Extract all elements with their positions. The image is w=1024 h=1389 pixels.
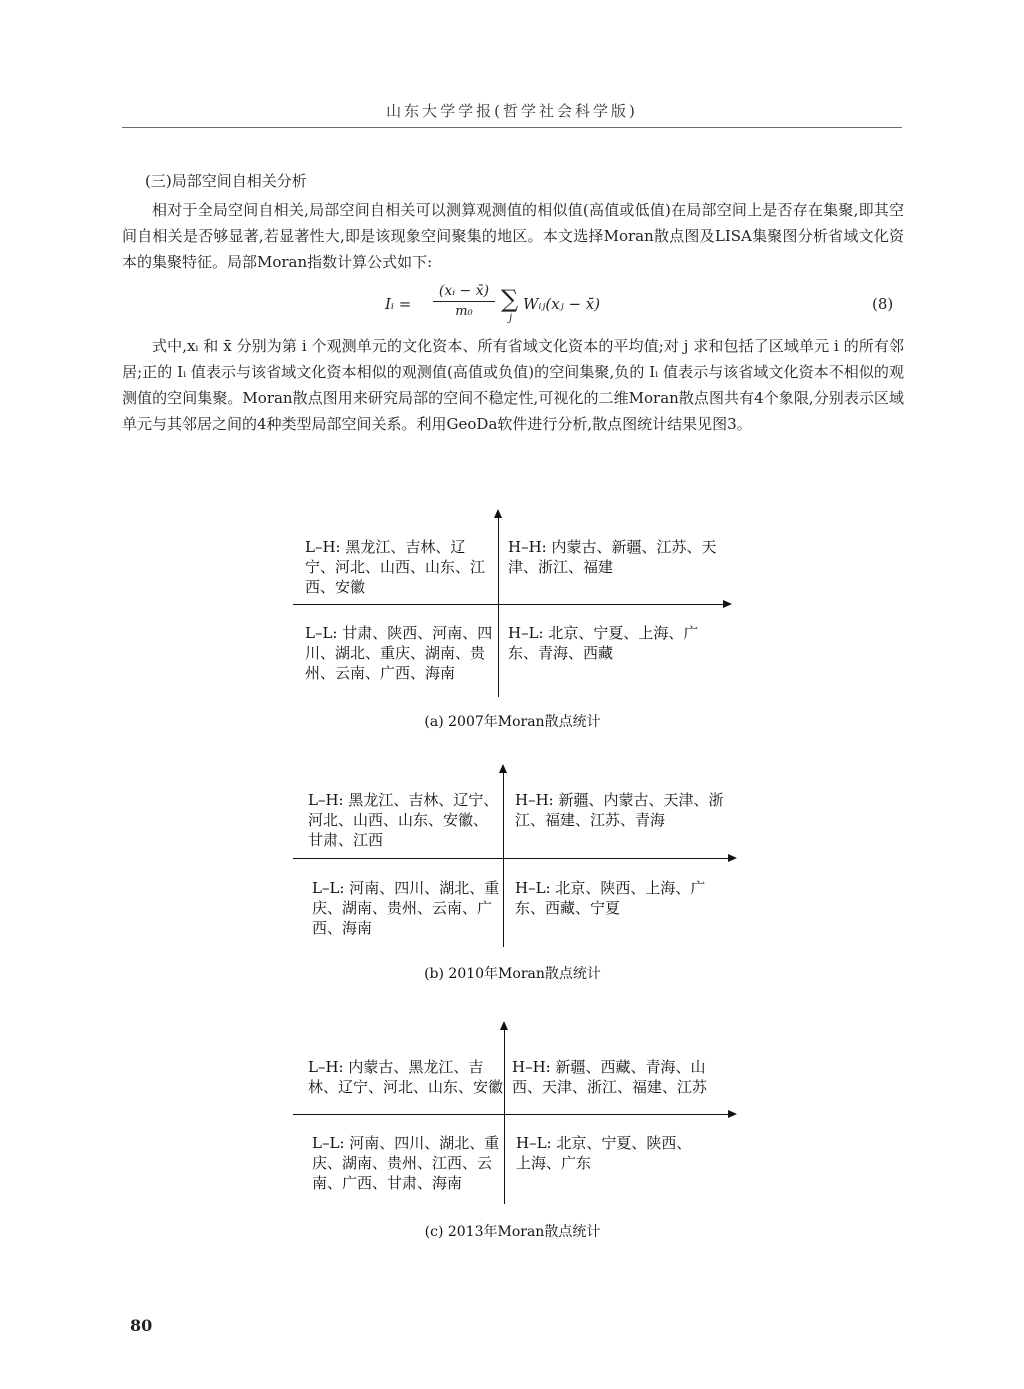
fraction-bar xyxy=(433,301,495,302)
paragraph-explanation: 式中,xᵢ 和 x̄ 分别为第 i 个观测单元的文化资本、所有省域文化资本的平均值;对 j 求和包括了区域单元 i 的所有邻居;正的 Iᵢ 值表示与该省域文化资本相似的观测值(高值或负值)的空间集聚,负的 Iᵢ 值表示与该省域文化资本不相似的观测值的空间集聚。Moran散点图用来研究局部的空间不稳定性,可视化的二维Moran散点图共有4个象限,分别表示区域单元与其邻居之间的4种类型局部空间关系。利用GeoDa软件进行分析,散点图统计结果见图3。 xyxy=(122,337,904,433)
x-axis-arrow xyxy=(293,1114,728,1115)
formula-fraction xyxy=(433,283,495,319)
figure-c-caption: (c) 2013年Moran散点统计 xyxy=(424,1224,601,1240)
quadrant-lh: L–H: 内蒙古、黑龙江、吉林、辽宁、河北、山东、安徽 xyxy=(308,1058,504,1096)
header-rule xyxy=(122,127,902,128)
quadrant-ll: L–L: 甘肃、陕西、河南、四川、湖北、重庆、湖南、贵州、云南、广西、海南 xyxy=(305,624,493,682)
x-axis-arrow xyxy=(293,604,723,605)
y-axis-arrow xyxy=(504,1029,505,1204)
journal-header: 山东大学学报(哲学社会科学版) xyxy=(386,102,638,120)
y-axis-arrow xyxy=(503,772,504,947)
moran-formula xyxy=(385,283,885,327)
quadrant-hh: H–H: 新疆、西藏、青海、山西、天津、浙江、福建、江苏 xyxy=(512,1058,708,1096)
formula-numerator: (xᵢ − x̄) xyxy=(438,283,490,299)
quadrant-lh: L–H: 黑龙江、吉林、辽宁、河北、山西、山东、安徽、甘肃、江西 xyxy=(308,791,499,849)
quadrant-hl: H–L: 北京、宁夏、陕西、上海、广东 xyxy=(516,1134,692,1172)
paragraph-intro: 相对于全局空间自相关,局部空间自相关可以测算观测值的相似值(高值或低值)在局部空间上是否存在集聚,即其空间自相关是否够显著,若显著性大,即是该现象空间聚集的地区。本文选择Moran散点图及LISA集聚图分析省域文化资本的集聚特征。局部Moran指数计算公式如下: xyxy=(122,201,904,271)
quadrant-ll: L–L: 河南、四川、湖北、重庆、湖南、贵州、云南、广西、海南 xyxy=(312,879,500,937)
summation-index: j xyxy=(509,313,513,324)
quadrant-hl: H–L: 北京、宁夏、上海、广东、青海、西藏 xyxy=(508,624,699,662)
section-title: (三)局部空间自相关分析 xyxy=(145,172,307,190)
formula-number: (8) xyxy=(872,295,894,313)
formula-denominator: m₀ xyxy=(455,304,473,319)
figure-c-quadrant xyxy=(290,1027,735,1207)
figure-b-quadrant xyxy=(290,770,735,950)
figure-a-quadrant xyxy=(290,515,735,700)
figure-a-caption: (a) 2007年Moran散点统计 xyxy=(424,714,601,730)
quadrant-hl: H–L: 北京、陕西、上海、广东、西藏、宁夏 xyxy=(515,879,706,917)
figure-b-caption: (b) 2010年Moran散点统计 xyxy=(424,966,601,982)
formula-lhs: Iᵢ = xyxy=(385,295,412,313)
x-axis-arrow xyxy=(293,858,728,859)
quadrant-hh: H–H: 内蒙古、新疆、江苏、天津、浙江、福建 xyxy=(508,538,717,576)
page-number: 80 xyxy=(130,1316,153,1335)
y-axis-arrow xyxy=(498,517,499,697)
summation-symbol: ∑ xyxy=(501,285,519,313)
quadrant-lh: L–H: 黑龙江、吉林、辽宁、河北、山西、山东、江西、安徽 xyxy=(305,538,486,596)
quadrant-hh: H–H: 新疆、内蒙古、天津、浙江、福建、江苏、青海 xyxy=(515,791,724,829)
quadrant-ll: L–L: 河南、四川、湖北、重庆、湖南、贵州、江西、云南、广西、甘肃、海南 xyxy=(312,1134,500,1192)
formula-rest: Wᵢⱼ(xⱼ − x̄) xyxy=(523,295,601,313)
